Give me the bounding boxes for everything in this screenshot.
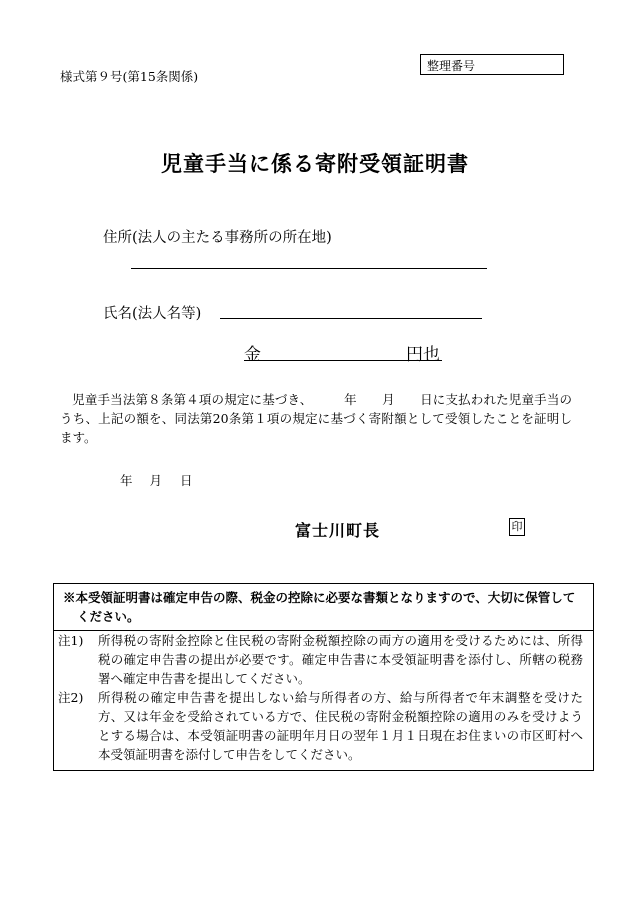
name-input-line[interactable]	[220, 318, 482, 319]
date-day: 日	[180, 473, 193, 488]
date-year: 年	[120, 473, 133, 488]
note-text: 所得税の寄附金控除と住民税の寄附金税額控除の両方の適用を受けるためには、所得税の確定申告書の提出が必要です。確定申告書に本受領証明書を添付し、所轄の税務署へ確定申告書を提出してください。	[98, 633, 583, 686]
notes-box	[53, 583, 594, 771]
note-label: 注2)	[58, 690, 84, 705]
amount-suffix: 円也	[406, 345, 440, 365]
note-label: 注1)	[58, 633, 84, 648]
notes-heading	[54, 584, 593, 631]
certification-body: 児童手当法第８条第４項の規定に基づき、 年 月 日に支払われた児童手当のうち、上記の額を、同法第20条第１項の規定に基づく寄附額として受領したことを証明します。	[60, 392, 572, 445]
management-number-label: 整理番号	[427, 59, 476, 73]
certification-text	[60, 390, 572, 447]
note-item	[54, 631, 593, 688]
form-number: 様式第９号(第15条関係)	[60, 69, 199, 84]
management-number-box[interactable]	[420, 54, 564, 75]
amount-input-line[interactable]	[244, 360, 442, 361]
issuer-name: 富士川町長	[295, 521, 381, 540]
date-month: 月	[149, 473, 163, 488]
address-label: 住所(法人の主たる事務所の所在地)	[103, 230, 332, 246]
notes-heading-line2: ください。	[77, 609, 140, 624]
seal-mark: 印	[509, 518, 525, 536]
notes-heading-line1: ※本受領証明書は確定申告の際、税金の控除に必要な書類となりますので、大切に保管して	[63, 590, 576, 605]
document-title: 児童手当に係る寄附受領証明書	[161, 151, 469, 176]
amount-prefix: 金	[244, 345, 261, 365]
date-row	[120, 471, 193, 489]
note-item	[54, 688, 593, 764]
address-input-line[interactable]	[131, 268, 487, 269]
name-label: 氏名(法人名等)	[103, 306, 202, 322]
note-text: 所得税の確定申告書を提出しない給与所得者の方、給与所得者で年末調整を受けた方、又は年金を受給されている方で、住民税の寄附金税額控除の適用のみを受けようとする場合は、本受領証明書の証明年月日の翌年１月１日現在お住まいの市区町村へ本受領証明書を添付して申告をしてください。	[98, 690, 583, 762]
